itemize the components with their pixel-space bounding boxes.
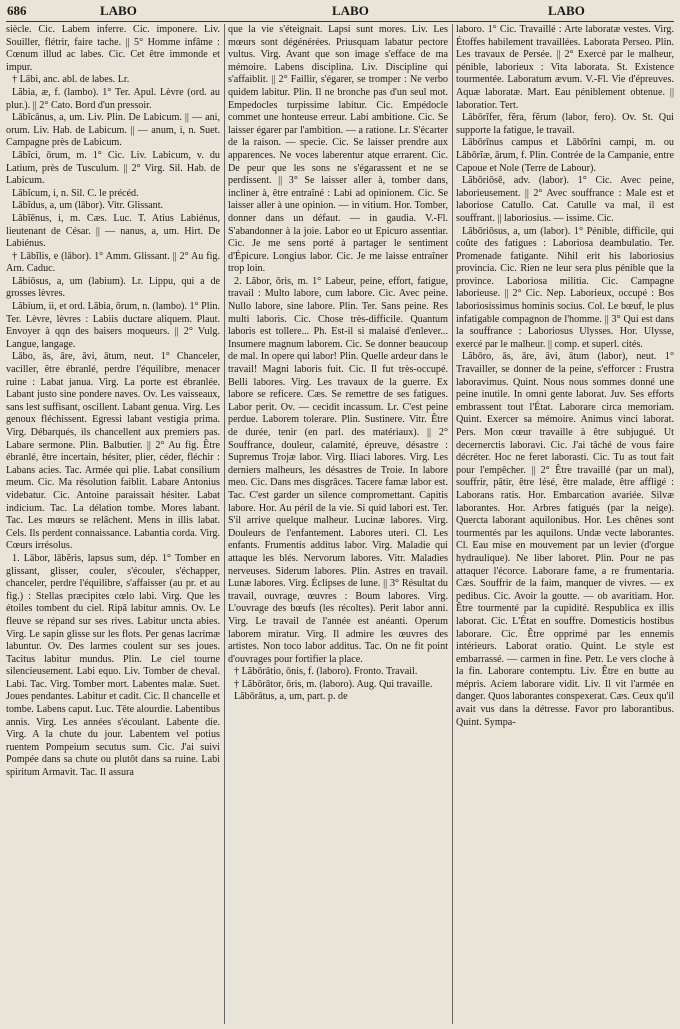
page-number: 686 — [7, 3, 27, 18]
entry: Lăbōriōsus, a, um (labor). 1° Pénible, difficile, qui coûte des fatigues : Laboriosa deambulatio. Ter. Promenade fatigante. Nihil erit his laboriosius provincia. Cic. Rien ne leur sera plus pénible que la province. Laboriosa militia. Cic. Campagne laborieuse. || 2° Cic. Nep. Laborieux, occupé : Bos laboriosissimus hominis socius. Col. Le bœuf, le plus infatigable compagnon de l'homme. || 3° Qui est dans la souffrance : Laboriosus Ulysses. Hor. Ulysse, exercé par le malheur. || comp. et superl. cités. — [456, 225, 674, 350]
entry: † Lăbōrātor, ōris, m. (laboro). Aug. Qui travaille. — [234, 678, 433, 690]
entry: Lăbōro, ās, āre, āvi, ātum (labor), neut. 1° Travailler, se donner de la peine, s'efforcer : Frustra laboravimus. Quint. Nous nous sommes donné une peine inutile. In omni gente laborat. Juv. Ses efforts embrassent tout l'État. Laborare circa memoriam. Quint. Exercer sa mémoire. Animus vinci laborat. Pers. Mon cœur travaille à être subjugué. Ut decernerctis laboravi. Cic. J'ai tâché de vous faire décréter. Hoc ne feret laborasti. Cic. Tu as tout fait pour l'empêcher. || 2° Être travaillé (par un mal), souffrir, pâtir, être lésé, être malade, être affligé : Laborans ratis. Hor. Embarcation avariée. Silvæ laborantes. Hor. Arbres fatigués (par la neige). Quercta laborant aquilonibus. Hor. Les chênes sont tourmentés par les aquilons. Undæ vecte laborantes. Cl. Eau mise en mouvement par un levier (d'orgue hydraulique). Ne liber laboret. Plin. Pour ne pas attaquer l'écorce. Laborare fame, a re frumentaria. Cæs. Souffrir de la faim, manquer de vivres. — ex pedibus. Cic. Avoir la goutte. — ob avaritiam. Hor. Être tourmenté par la cupidité. Respublica ex illis laborat. Cic. L'État en souffre. Domesticis hostibus laborare. Cic. Être opprimé par les ennemis intérieurs. Laborat oratio. Quint. Le style est embarrassé. — carmen in fine. Petr. Le vers cloche à la fin. Laborare contemptu. Liv. Être en butte au mépris. Aciem laborare vidit. Liv. Il vit l'armée en danger. Quos laborantes conspexerat. Cæs. Ceux qu'il avait vus dans la détresse. Favor pro laborantibus. Quint. Sympa- — [456, 351, 674, 728]
running-head-center: LABO — [332, 3, 369, 18]
entry: Lābĭcānus, a, um. Liv. Plin. De Labicum. || — ani, orum. Liv. Hab. de Labicum. || — anum, i, n. Suet. Campagne près de Labicum. — [6, 112, 220, 149]
entry: † Lābĭlis, e (lābor). 1° Amm. Glissant. || 2° Au fig. Arn. Caduc. — [6, 250, 220, 275]
entry: que la vie s'éteignait. Lapsi sunt mores. Liv. Les mœurs sont dégénérées. Priusquam labatur pectore vultus. Virg. Avant que son image s'efface de ma mémoire. Labens disciplina. Liv. Discipline qui s'affaiblit. || 2° Faillir, s'égarer, se tromper : Ne verbo quidem labitur. Plin. Il ne bronche pas d'un seul mot. Empedocles turpissime labitur. Cic. Empédocle commet une honteuse erreur. Labi ambitione. Cic. Se laisser égarer par l'ambition. — a ratione. Lr. S'écarter de la raison. — specie. Cic. Se laisser prendre aux apparences. Ne voces laberentur atque errarent. Cic. De peur que les sons ne s'égarassent et ne se perdissent. || 3° Se laisser aller à, tomber dans, incliner à, être entraîné : Labi ad opinionem. Cic. Se laisser aller à une opinion. — in vitium. Hor. Tomber, donner dans un défaut. — in gaudia. V.-Fl. S'abandonner à la joie. Labor eo ut Epicuro assentiar. Cic. Je me sens porté à partager le sentiment d'Épicure. Longius labor. Cic. Je me laisse entraîner trop loin. — [228, 24, 448, 275]
running-head-right: LABO — [548, 3, 585, 18]
entry: Lăbium, ii, et ord. Lăbia, ōrum, n. (lambo). 1° Plin. Ter. Lèvre, lèvres : Labiis ductare aliquem. Plaut. Envoyer à qqn des baisers moqueurs. || 2° Vulg. Langue, langage. — [6, 301, 220, 350]
entry: Lăbia, æ, f. (lambo). 1° Ter. Apul. Lèvre (ord. au plur.). || 2° Cato. Bord d'un pressoir. — [6, 86, 220, 111]
entry: Lăbōrātus, a, um, part. p. de — [234, 691, 348, 703]
entry: Lăbōriōsē, adv. (labor). 1° Cic. Avec peine, laborieusement. || 2° Avec souffrance : Male est et laboriose Catullo. Cat. Catulle va mal, il est souffrant. || laboriosius. — issime. Cic. — [456, 175, 674, 224]
running-head-left: LABO — [100, 3, 137, 18]
column-2 — [228, 24, 448, 1024]
entry: † Lăbōrātio, ōnis, f. (laboro). Fronto. Travail. — [234, 666, 418, 678]
entry: Lăbōrĭfer, fĕra, fĕrum (labor, fero). Ov. St. Qui supporte la fatigue, le travail. — [456, 112, 674, 136]
entry: Lăbĭēnus, i, m. Cæs. Luc. T. Atius Labiénus, lieutenant de César. || — nanus, a, um. Hirt. De Labiénus. — [6, 212, 220, 250]
entry: siècle. Cic. Labem inferre. Cic. imponere. Liv. Souiller, flétrir, faire tache. || 5° Homme infâme : Cœnum illud ac labes. Cic. Cet être immonde et impur. — [6, 24, 220, 73]
column-1 — [6, 24, 220, 1024]
entry: Lābĭdus, a, um (lābor). Vitr. Glissant. — [12, 200, 164, 212]
entry: 2. Lăbor, ōris, m. 1° Labeur, peine, effort, fatigue, travail : Multo labore, cum labore. Cic. Avec peine. Nullo labore, sine labore. Plin. Ter. Sans peine. Res multi laboris. Cic. Chose très-difficile. Quantum laboris est tollere... Ph. Est-il si malaisé d'enlever... Insumere magnum laborem. Cic. Se donner beaucoup de mal. In opere qui labor! Plin. Quelle ardeur dans le travail! Magni laboris fuit. Cic. Il fut très-occupé. Belli labores. Virg. Les travaux de la guerre. Ex labore se reficere. Cæs. Se remettre de ses fatigues. Labor perit. Ov. — cecidit incassum. Lr. C'est peine perdue. Laborem tolerare. Plin. Sustinere. Vitr. Être de durée, tenir (en parl. des matériaux). || 2° Souffrance, douleur, calamité, épreuve, désastre : Supremus Trojæ labor. Virg. Iliaci labores. Virg. Les derniers malheurs, les désastres de Troie. In labore meo. Cic. Dans mes disgrâces. Tacere famæ labor est. Tac. C'est garder un silence compromettant. Capitis labore. Hor. Au péril de la vie. Si quid labori est. Ter. S'il arrive quelque malheur. Lucinæ labores. Virg. Douleurs de l'enfantement. Labores uteri. Cl. Les enfants. Frumentis additus labor. Virg. Maladie qui attaque les blés. Nervorum labores. Vitr. Maladies nerveuses. Siderum labores. Plin. Astres en travail. Lunæ labores. Virg. Éclipses de lune. || 3° Résultat du travail, ouvrage, œuvres : Boum labores. Virg. L'ouvrage des bœufs (les récoltes). Perit labor anni. Virg. Le travail de l'année est anéanti. Operum laborem miratur. Virg. Il admire les œuvres des artistes. Non toco labor additus. Tac. On ne fit point d'ouvrages pour fortifier la place. — [228, 275, 448, 665]
column-divider — [452, 24, 453, 1024]
entry: laboro. 1° Cic. Travaillé : Arte laboratæ vestes. Virg. Étoffes habilement travaillées. Laborata Perseo. Plin. Les travaux de Persée. || 2° Exercé par le malheur, pénible, laborieux : Vita laborata. St. Existence tourmentée. Laboratum ævum. V.-Fl. Vie d'épreuves. Aquæ laboratæ. Mart. Eau péniblement obtenue. || laboratior. Tert. — [456, 24, 674, 111]
entry: Lābo, ās, āre, āvi, ātum, neut. 1° Chanceler, vaciller, être ébranlé, perdre l'équilibre, menacer ruine : Labat janua. Virg. La porte est ébranlée. Labant justo sine pondere naves. Ov. Les vaisseaux, sans lest suffisant, oscillent. Labant genua. Virg. Les genoux fléchissent. Egressi labant vestigia prima. Virg. Débarqués, ils chancellent aux premiers pas. Labare sermone. Plin. Balbutier. || 2° Au fig. Être ébranlé, être incertain, hésiter, plier, céder, fléchir : Labans acies. Tac. Armée qui plie. Labat consilium meum. Cic. Ma résolution faiblit. Labare Antonius videbatur. Cic. Antoine paraissait hésiter. Labat indicium. Tac. La délation tombe. Mores labant. Tac. Les mœurs se relâchent. Mens in illis labat. Cels. Ils perdent connaissance. Labantia corda. Virg. Cœurs irrésolus. — [6, 351, 220, 552]
column-divider — [224, 24, 225, 1024]
entry: Lăbiōsus, a, um (labium). Lr. Lippu, qui a de grosses lèvres. — [6, 275, 220, 300]
entry: Lābĭci, ōrum, m. 1° Cic. Liv. Labicum, v. du Latium, près de Tusculum. || 2° Virg. Sil. Hab. de Labicum. — [6, 149, 220, 187]
entry: 1. Lābor, lābĕris, lapsus sum, dép. 1° Tomber en glissant, glisser, couler, s'écouler, s'échapper, chanceler, perdre l'équilibre, s'affaisser (au pr. et au fig.) : Stellas præcipites cœlo labi. Virg. Que les étoiles tombent du ciel. Ripā labitur amnis. Ov. Le fleuve se répand sur ses rives. Labitur uncta abies. Virg. Le sapin glisse sur les flots. Per genas lacrimæ labuntur. Ov. Des larmes coulent sur ses joues. Tacitus labitur mundus. Plin. Le ciel tourne silencieusement. Labi equo. Liv. Tomber de cheval. Labi. Tac. Virg. Tomber mort. Labentes malæ. Suet. Joues pendantes. Labitur et cadit. Cic. Il chancelle et tombe. Labens caput. Luc. Tête alourdie. Labentibus annis. Virg. Les années s'écoulant. Labente die. Virg. A la chute du jour. Labentem vel potius ruentem Pompeium secutus sum. Cic. J'ai suivi Pompée dans sa chute ou plutôt dans sa ruine. Labi spiritum Armavit. Tac. Il assura — [6, 552, 220, 779]
header-rule — [6, 21, 674, 22]
page-header — [0, 0, 680, 22]
column-3 — [456, 24, 674, 1024]
entry: † Lābi, anc. abl. de labes. Lr. — [12, 74, 130, 86]
entry: Lābōrīnus campus et Lābōrīni campi, m. ou Lăbōrĭæ, ārum, f. Plin. Contrée de la Campanie, entre Capoue et Nole (Terre de Labour). — [456, 137, 674, 174]
entry: Lābĭcum, i, n. Sil. C. le précéd. — [12, 187, 139, 199]
